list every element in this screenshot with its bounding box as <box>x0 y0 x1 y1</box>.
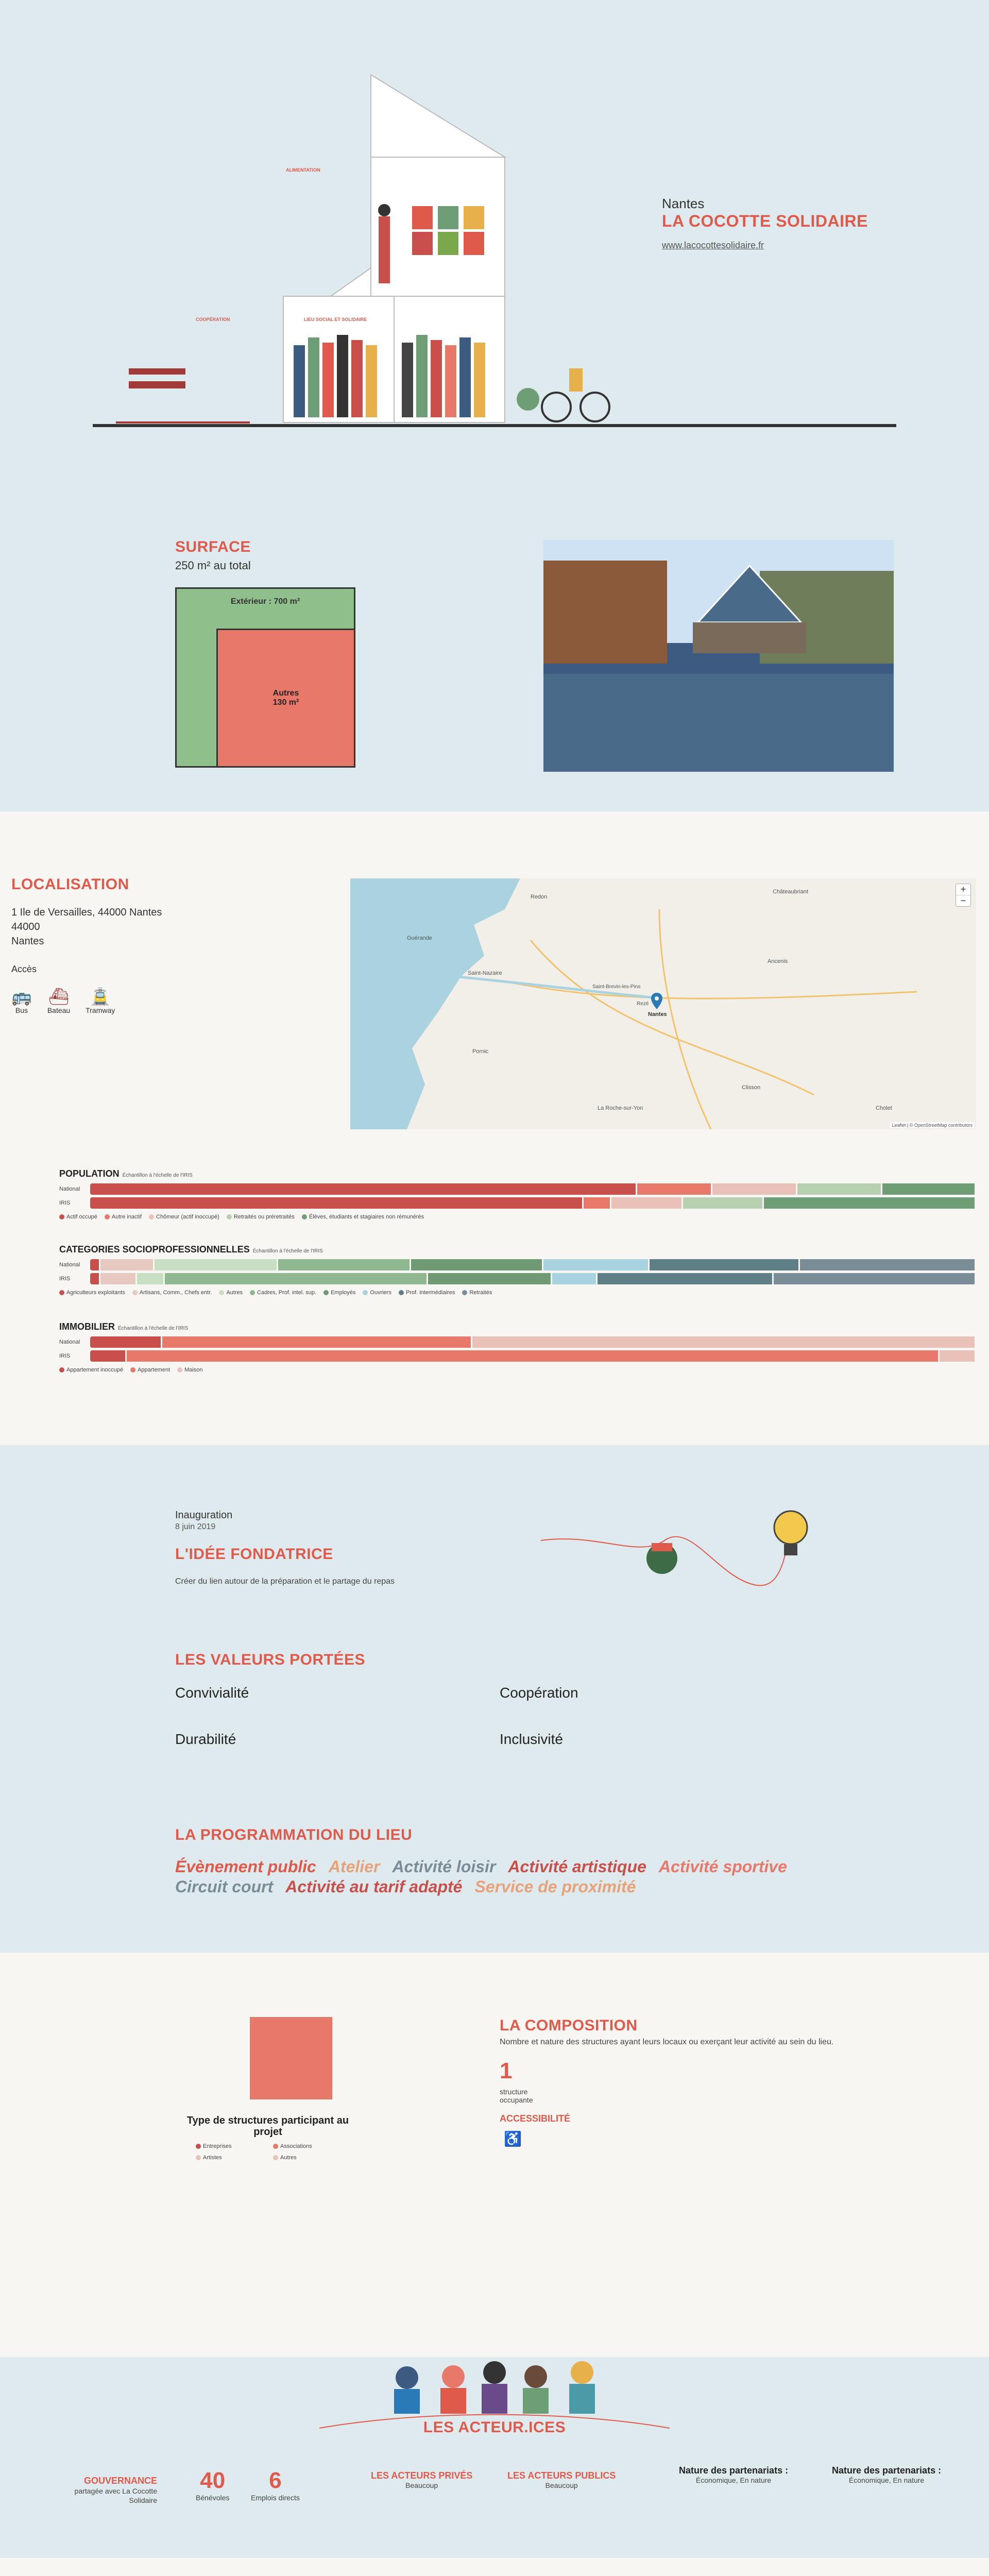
map-attribution: Leaflet | © OpenStreetMap contributors <box>890 1122 974 1128</box>
immobilier-bar-segment[interactable] <box>162 1336 471 1348</box>
csp-title: CATEGORIES SOCIOPROFESSIONNELLES Échantillon à l'échelle de l'IRIS <box>59 1244 323 1255</box>
csp-bar-segment[interactable] <box>598 1273 772 1284</box>
surface-photo <box>543 540 894 772</box>
immobilier-bar-segment[interactable] <box>90 1336 161 1348</box>
csp-bar-segment[interactable] <box>428 1273 550 1284</box>
csp-legend-item: Agriculteurs exploitants <box>59 1290 125 1296</box>
composition-legend-item: Associations <box>273 2143 350 2149</box>
immobilier-row-label: IRIS <box>59 1353 71 1359</box>
map-label-st-nazaire: Saint-Nazaire <box>468 970 502 976</box>
programmation-item: Circuit court <box>175 1877 274 1896</box>
label-cooperation: COOPÉRATION <box>196 317 230 322</box>
population-bar-segment[interactable] <box>90 1197 582 1209</box>
csp-bar-segment[interactable] <box>137 1273 163 1284</box>
population-bar-segment[interactable] <box>764 1197 975 1209</box>
composition-desc: Nombre et nature des structures ayant leurs locaux ou exerçant leur activité au sein du lieu. <box>500 2038 834 2046</box>
csp-legend-item: Prof. intermédiaires <box>399 1290 455 1296</box>
composition-legend-item: Entreprises <box>196 2143 273 2149</box>
transport-bateau-label: Bateau <box>47 1006 71 1014</box>
population-bar-segment[interactable] <box>584 1197 610 1209</box>
map-label-ancenis: Ancenis <box>768 958 788 964</box>
surface-exterior-label: Extérieur : 700 m² <box>230 597 300 606</box>
population-bar-segment[interactable] <box>90 1183 636 1195</box>
gouvernance-block <box>67 2476 157 2505</box>
ground-line <box>93 424 896 427</box>
composition-title: LA COMPOSITION <box>500 2017 638 2034</box>
population-bar-segment[interactable] <box>882 1183 975 1195</box>
population-legend-item: Actif occupé <box>59 1214 97 1220</box>
csp-legend-item: Autres <box>219 1290 243 1296</box>
acteurs-prives <box>371 2470 472 2489</box>
hero-city: Nantes <box>662 196 705 211</box>
gouvernance-desc: partagée avec La Cocotte Solidaire <box>74 2487 157 2504</box>
map-label-pornic: Pornic <box>472 1048 489 1055</box>
acteurs-prives-title: LES ACTEURS PRIVÉS <box>371 2470 473 2481</box>
csp-bar-segment[interactable] <box>411 1259 542 1270</box>
localisation-title: LOCALISATION <box>11 876 129 893</box>
benevoles-label: Bénévoles <box>196 2494 230 2502</box>
inauguration-date: 8 juin 2019 <box>175 1522 216 1531</box>
map-zoom-controls <box>956 884 971 907</box>
emplois-label: Emplois directs <box>251 2494 300 2502</box>
map-label-redon: Redon <box>531 894 548 900</box>
csp-bar-segment[interactable] <box>155 1259 277 1270</box>
immobilier-title: IMMOBILIER Échantillon à l'échelle de l'IRIS <box>59 1321 189 1332</box>
immobilier-legend-item: Maison <box>177 1367 202 1373</box>
hero-illustration <box>88 67 901 438</box>
hero-section <box>0 0 989 464</box>
csp-bar-segment[interactable] <box>774 1273 975 1284</box>
immobilier-legend-item: Appartement <box>130 1367 170 1373</box>
label-lieu-social: LIEU SOCIAL ET SOLIDAIRE <box>304 317 367 322</box>
programmation-item: Activité loisir <box>392 1857 496 1876</box>
csp-bar-segment[interactable] <box>552 1273 596 1284</box>
valeur-inclusivite: Inclusivité <box>500 1731 563 1747</box>
acces-label: Accès <box>11 964 37 974</box>
bush <box>517 388 539 411</box>
wheelchair-icon: ♿ <box>504 2131 522 2147</box>
map-label-clisson: Clisson <box>742 1084 761 1091</box>
immobilier-bar-segment[interactable] <box>472 1336 975 1348</box>
composition-count-label: structure occupante <box>500 2088 533 2104</box>
surface-title: SURFACE <box>175 538 251 555</box>
map-label-st-brevin: Saint-Brevin-les-Pins <box>592 984 641 990</box>
csp-legend-item: Employés <box>323 1290 355 1296</box>
population-block <box>59 1168 976 1220</box>
map-label-cholet: Cholet <box>876 1105 892 1111</box>
nature2-title: Nature des partenariats : <box>832 2465 942 2476</box>
csp-bar-segment[interactable] <box>90 1273 99 1284</box>
population-bar-segment[interactable] <box>683 1197 762 1209</box>
bicycle-wheel-back <box>542 393 571 421</box>
label-alimentation: ALIMENTATION <box>286 167 320 173</box>
boat-icon: ⛴ <box>48 987 70 1006</box>
moyens-section <box>0 2558 989 2576</box>
valeurs-title: LES VALEURS PORTÉES <box>175 1651 366 1668</box>
map-zoom-out[interactable]: − <box>960 895 966 906</box>
population-bar-segment[interactable] <box>712 1183 796 1195</box>
nature-partenariats-2 <box>832 2465 941 2484</box>
csp-bar-segment[interactable] <box>100 1273 135 1284</box>
population-bar-segment[interactable] <box>637 1183 711 1195</box>
immobilier-row-label: National <box>59 1339 80 1345</box>
csp-row-label: IRIS <box>59 1276 71 1282</box>
emplois-stat <box>251 2468 300 2502</box>
acteurs-publics-value: Beaucoup <box>545 2481 578 2489</box>
map-label-chateaubriant: Châteaubriant <box>773 889 809 895</box>
composition-chart-title: Type de structures participant au projet <box>186 2115 349 2138</box>
location-map[interactable] <box>350 878 976 1129</box>
surface-autres-box <box>216 629 355 768</box>
idee-illustration <box>536 1502 824 1605</box>
csp-row-label: National <box>59 1262 80 1268</box>
csp-bar-segment[interactable] <box>650 1259 798 1270</box>
transport-bus <box>11 987 32 1014</box>
map-label-reze: Rezé <box>637 1001 649 1007</box>
nature1-value: Économique, En nature <box>695 2476 772 2484</box>
csp-legend-item: Artisans, Comm., Chefs entr. <box>132 1290 212 1296</box>
programmation-item: Évènement public <box>175 1857 316 1876</box>
map-zoom-in[interactable]: + <box>956 884 970 895</box>
population-row-label: National <box>59 1186 80 1192</box>
address-line1: 1 Ile de Versailles, 44000 Nantes <box>11 907 162 918</box>
gouvernance-title: GOUVERNANCE <box>83 2476 157 2486</box>
csp-legend-item: Retraités <box>462 1290 492 1296</box>
valeur-cooperation: Coopération <box>500 1685 578 1701</box>
composition-count: 1 <box>500 2058 513 2083</box>
transport-bus-label: Bus <box>15 1006 28 1014</box>
address-line3: Nantes <box>11 936 44 947</box>
roof-top <box>371 75 505 157</box>
immobilier-bar-segment[interactable] <box>127 1350 937 1362</box>
csp-bar-segment[interactable] <box>800 1259 975 1270</box>
csp-bar-segment[interactable] <box>543 1259 649 1270</box>
map-marker[interactable] <box>651 993 662 1009</box>
transport-bateau <box>47 987 70 1014</box>
immobilier-legend-item: Appartement inoccupé <box>59 1367 123 1373</box>
valeur-durabilite: Durabilité <box>175 1731 236 1747</box>
programmation-item: Service de proximité <box>474 1877 636 1896</box>
programmation-item: Activité sportive <box>658 1857 787 1876</box>
csp-bar-segment[interactable] <box>278 1259 409 1270</box>
immobilier-bar-segment[interactable] <box>940 1350 975 1362</box>
composition-legend-item: Artistes <box>196 2155 273 2161</box>
surface-autres-label: Autres <box>272 689 299 698</box>
map-label-guerande: Guérande <box>407 935 432 941</box>
population-title: POPULATION Échantillon à l'échelle de l'IRIS <box>59 1168 193 1179</box>
programmation-item: Activité au tarif adapté <box>285 1877 463 1896</box>
composition-section <box>0 1953 989 2357</box>
acteurs-publics-title: LES ACTEURS PUBLICS <box>507 2470 616 2481</box>
population-row-label: IRIS <box>59 1200 71 1206</box>
population-legend-item: Chômeur (actif inoccupé) <box>149 1214 219 1220</box>
surface-total: 250 m² au total <box>175 559 251 572</box>
immobilier-bar-segment[interactable] <box>90 1350 125 1362</box>
population-legend-item: Retraités ou préretraités <box>227 1214 295 1220</box>
acteurs-publics <box>507 2470 616 2489</box>
composition-legend <box>196 2143 350 2161</box>
hero-website-link[interactable]: www.lacocottesolidaire.fr <box>662 240 764 250</box>
population-bar-segment[interactable] <box>797 1183 881 1195</box>
transport-tram-label: Tramway <box>86 1006 115 1014</box>
programmation-title: LA PROGRAMMATION DU LIEU <box>175 1826 413 1843</box>
csp-block <box>59 1244 976 1296</box>
benevoles-number: 40 <box>200 2468 226 2493</box>
population-legend-item: Élèves, étudiants et stagiaires non rémunérés <box>302 1214 424 1220</box>
acteurs-prives-value: Beaucoup <box>405 2481 438 2489</box>
idee-section <box>0 1445 989 1953</box>
bench <box>129 381 185 388</box>
csp-legend-item: Ouvriers <box>363 1290 391 1296</box>
transport-tram <box>86 987 115 1014</box>
composition-chart <box>250 2017 332 2099</box>
bicycle-wheel-front <box>581 393 609 421</box>
benevoles-stat <box>196 2468 229 2502</box>
map-sea <box>350 878 520 1129</box>
acteurs-title: LES ACTEUR.ICES <box>423 2419 566 2436</box>
cyclist <box>569 368 583 392</box>
csp-legend-item: Cadres, Prof. intel. sup. <box>250 1290 316 1296</box>
composition-legend-item: Autres <box>273 2155 350 2161</box>
bus-icon: 🚌 <box>11 987 32 1006</box>
map-label-nantes: Nantes <box>648 1011 667 1018</box>
programmation-list <box>175 1857 824 1896</box>
programmation-item: Activité artistique <box>508 1857 646 1876</box>
valeur-convivialite: Convivialité <box>175 1685 249 1701</box>
nature-partenariats-1 <box>679 2465 788 2484</box>
hero-title: LA COCOTTE SOLIDAIRE <box>662 212 868 230</box>
csp-bar-segment[interactable] <box>90 1259 99 1270</box>
ground-red <box>116 421 250 423</box>
tram-icon: 🚊 <box>90 987 111 1006</box>
surface-autres-value: 130 m² <box>272 698 299 707</box>
localisation-section <box>0 811 989 1445</box>
population-bar-segment[interactable] <box>611 1197 681 1209</box>
inauguration-label: Inauguration <box>175 1510 233 1521</box>
csp-bar-segment[interactable] <box>165 1273 427 1284</box>
accessibilite-title: ACCESSIBILITÉ <box>500 2113 571 2124</box>
map-label-la-roche: La Roche-sur-Yon <box>598 1105 643 1111</box>
csp-bar-segment[interactable] <box>100 1259 153 1270</box>
acteurs-illustration <box>376 2357 613 2414</box>
emplois-number: 6 <box>269 2468 282 2493</box>
immobilier-block <box>59 1321 976 1373</box>
nature1-title: Nature des partenariats : <box>679 2465 789 2476</box>
nature2-value: Économique, En nature <box>848 2476 925 2484</box>
acteurs-section <box>0 2357 989 2558</box>
surface-section <box>0 464 989 811</box>
idee-title: L'IDÉE FONDATRICE <box>175 1546 333 1563</box>
idee-desc: Créer du lien autour de la préparation et le partage du repas <box>175 1577 395 1586</box>
person-cook <box>379 216 390 283</box>
population-legend-item: Autre inactif <box>105 1214 142 1220</box>
programmation-item: Atelier <box>328 1857 380 1876</box>
address-line2: 44000 <box>11 921 40 933</box>
